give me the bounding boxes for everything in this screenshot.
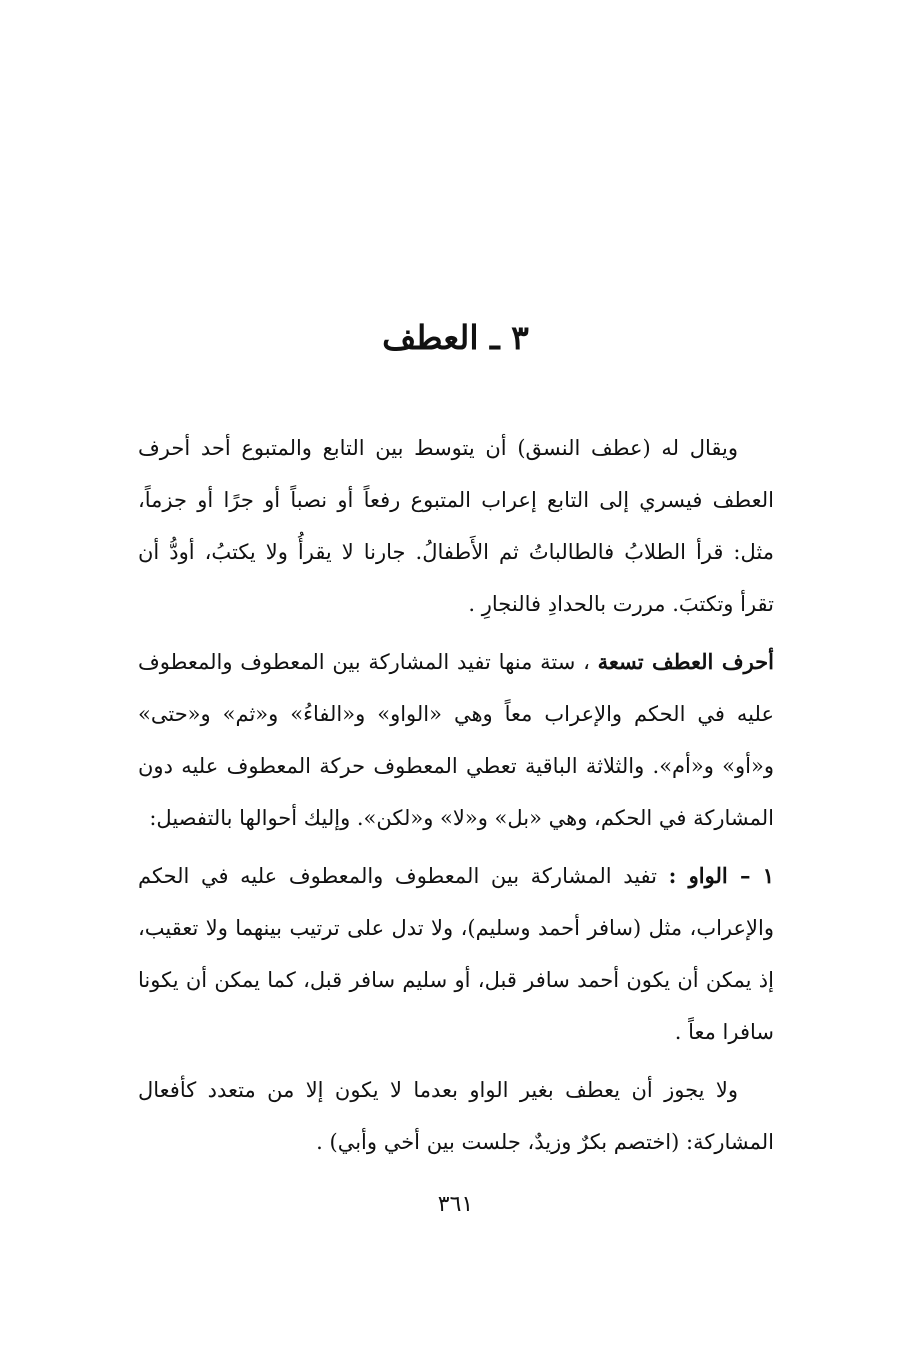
paragraph-letters-lead: أحرف العطف تسعة: [597, 649, 774, 674]
page-number: ٣٦١: [437, 1192, 474, 1217]
paragraph-participation: ولا يجوز أن يعطف بغير الواو بعدما لا يكون إلا من متعدد كأفعال المشاركة: (اختصم بكرٌ وزيدٌ، جلست بين أخي وأبي) .: [138, 1078, 774, 1154]
paragraph-waw-lead: ١ – الواو :: [668, 863, 774, 888]
section-title: ٣ ـ العطف: [382, 318, 529, 357]
paragraph-letters: [138, 636, 774, 844]
body-text: [138, 422, 774, 1168]
paragraph-waw: [138, 850, 774, 1058]
paragraph-waw-text: تفيد المشاركة بين المعطوف والمعطوف عليه في الحكم والإعراب، مثل (سافر أحمد وسليم)، ولا تدل على ترتيب بينهما ولا تعقيب، إذ يمكن أن يكون أحمد سافر قبل، أو سليم سافر قبل، كما يمكن أن يكونا سافرا معاً .: [138, 864, 774, 1044]
paragraph-letters-text: ، ستة منها تفيد المشاركة بين المعطوف والمعطوف عليه في الحكم والإعراب معاً وهي «الواو» و«الفاءُ» و«ثم» و«حتى» و«أو» و«أم». والثلاثة الباقية تعطي المعطوف حركة المعطوف عليه دون المشاركة في الحكم، وهي «بل» و«لا» و«لكن». وإليك أحوالها بالتفصيل:: [138, 650, 774, 830]
paragraph-definition: ويقال له (عطف النسق) أن يتوسط بين التابع والمتبوع أحد أحرف العطف فيسري إلى التابع إعراب المتبوع رفعاً أو نصباً أو جرًا أو جزماً، مثل: قرأ الطلابُ فالطالباتُ ثم الأَطفالُ. جارنا لا يقرأُ ولا يكتبُ، أودُّ أن تقرأ وتكتبَ. مررت بالحدادِ فالنجارِ .: [138, 436, 774, 616]
